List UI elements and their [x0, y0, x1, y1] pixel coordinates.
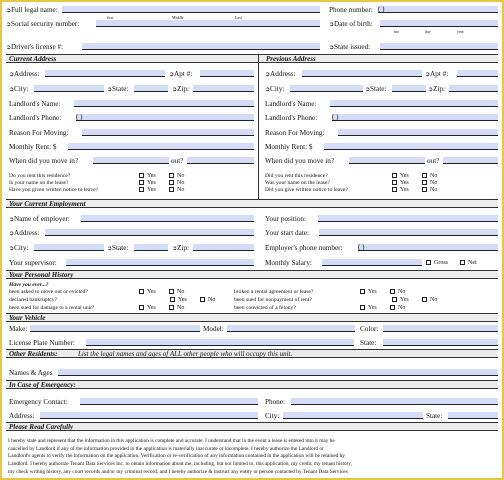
- vehicle-color-label: Color:: [360, 325, 379, 333]
- employment-title: Your Current Employment: [9, 200, 86, 208]
- position-label: Your position:: [265, 215, 307, 223]
- bankruptcy-question: declared bankruptcy?: [9, 297, 57, 303]
- previous-reason-label: Reason For Moving:: [265, 129, 325, 137]
- evicted-no-checkbox[interactable]: [169, 289, 174, 294]
- read-carefully-title: Please Read Carefully: [9, 423, 74, 431]
- dob-field[interactable]: [380, 20, 498, 27]
- sued-no-checkbox[interactable]: [169, 305, 174, 310]
- start-date-field[interactable]: [319, 229, 498, 236]
- yes-label: Yes: [147, 187, 156, 193]
- employer-phone-field[interactable]: ( ): [358, 244, 394, 251]
- have-you-ever-label: Have you ever...?: [9, 282, 49, 288]
- previous-state-field[interactable]: [392, 85, 426, 92]
- arrow-bullet-icon: ➲: [9, 72, 15, 78]
- declaration-line: cancelled by Landlord if any of the information provided in the application is materially inaccurate or incomplete. I hereby authorize the Landlord or: [8, 445, 324, 452]
- residents-note: List the legal names and ages of ALL other people who will occupy this unit.: [78, 350, 293, 358]
- arrow-bullet-icon: ➲: [107, 87, 113, 93]
- previous-move-in-field[interactable]: [349, 157, 425, 164]
- current-address-title: Current Address: [9, 55, 57, 63]
- no-label: No: [177, 305, 185, 311]
- yes-label: Yes: [400, 173, 409, 179]
- no-label: No: [430, 180, 438, 186]
- vehicle-title: Your Vehicle: [9, 314, 46, 322]
- emergency-address-label: Address:: [9, 412, 35, 420]
- previous-state-label: ➲State:: [365, 85, 387, 93]
- bankruptcy-no-checkbox[interactable]: [200, 297, 205, 302]
- sued-yes-checkbox[interactable]: [139, 305, 144, 310]
- declaration-line: Landlord. I hereby authorize Tenant Data Services Inc. to obtain information about me, including, but not limited to, this application, my credit, my tenant history,: [8, 461, 352, 468]
- sued-question: been sued for damage to a rental unit?: [9, 305, 95, 311]
- address-section-header: [6, 54, 498, 63]
- emergency-contact-field[interactable]: [80, 398, 258, 405]
- history-title: Your Personal History: [9, 271, 74, 279]
- current-move-out-label: out?: [171, 157, 184, 165]
- current-address-label: ➲Address:: [9, 70, 40, 78]
- emergency-contact-label: Emergency Contact:: [9, 398, 68, 406]
- ssn-field[interactable]: [96, 20, 320, 27]
- employer-address-field[interactable]: [45, 229, 254, 236]
- employment-section-header: [6, 199, 498, 208]
- no-label: No: [398, 305, 406, 311]
- previous-q-rent: Did you rent this residence?: [265, 173, 328, 179]
- current-notice-yes-checkbox[interactable]: [139, 187, 144, 192]
- last-name-hint: Last: [235, 15, 242, 20]
- declaration-line: I hereby state and represent that the information in this application is complete and accurate. I understand that in the event a lease is entered into it may be: [8, 438, 335, 444]
- current-landlord-phone-field[interactable]: ( ): [76, 114, 110, 121]
- current-address-field[interactable]: [45, 70, 165, 77]
- previous-apt-field[interactable]: [457, 70, 498, 77]
- employer-zip-label: ➲Zip:: [172, 244, 190, 252]
- previous-zip-label: ➲Zip:: [428, 85, 446, 93]
- supervisor-label: Your supervisor:: [9, 259, 57, 267]
- previous-move-in-label: When did you move in?: [265, 157, 335, 165]
- evicted-yes-checkbox[interactable]: [139, 289, 144, 294]
- employer-city-field[interactable]: [34, 244, 104, 251]
- previous-landlord-name-label: Landlord's Name:: [265, 100, 317, 108]
- supervisor-field[interactable]: [66, 259, 254, 266]
- previous-zip-field[interactable]: [449, 85, 498, 92]
- net-label: Net: [468, 260, 477, 266]
- no-label: No: [208, 297, 216, 303]
- license-field[interactable]: [82, 43, 320, 50]
- emergency-city-field[interactable]: [283, 412, 423, 419]
- phone-number-field[interactable]: ( ): [378, 6, 410, 13]
- previous-q-notice: Did you give written notice to leave?: [265, 187, 348, 193]
- yes-label: Yes: [368, 289, 377, 295]
- evicted-question: been asked to move out or evicted?: [9, 289, 88, 295]
- felony-no-checkbox[interactable]: [390, 305, 395, 310]
- yes-label: Yes: [368, 305, 377, 311]
- dob-year-hint: year: [457, 29, 464, 34]
- previous-address-label: ➲Address:: [265, 70, 296, 78]
- arrow-bullet-icon: ➲: [9, 231, 15, 237]
- residents-title: Other Residents:: [9, 350, 58, 358]
- column-divider: [258, 54, 259, 199]
- felony-yes-checkbox[interactable]: [360, 305, 365, 310]
- read-carefully-section-header: [6, 422, 498, 431]
- previous-notice-yes-checkbox[interactable]: [392, 187, 397, 192]
- plate-field[interactable]: [86, 339, 354, 346]
- vehicle-model-label: Model:: [203, 325, 224, 333]
- previous-name-yes-checkbox[interactable]: [392, 180, 397, 185]
- current-zip-field[interactable]: [193, 85, 254, 92]
- current-city-label: ➲City:: [9, 85, 29, 93]
- current-rent-no-checkbox[interactable]: [169, 173, 174, 178]
- declaration-text: [8, 438, 498, 477]
- no-label: No: [177, 187, 185, 193]
- residents-section-header: [6, 349, 498, 358]
- current-name-no-checkbox[interactable]: [169, 180, 174, 185]
- previous-landlord-phone-field[interactable]: ( ): [332, 114, 366, 121]
- sued-rent-question: been sued for nonpayment of rent?: [234, 297, 312, 303]
- current-rent-yes-checkbox[interactable]: [139, 173, 144, 178]
- emergency-address-field[interactable]: [40, 412, 258, 419]
- broken-lease-yes-checkbox[interactable]: [360, 289, 365, 294]
- current-rent-field[interactable]: [68, 143, 254, 150]
- arrow-bullet-icon: ➲: [428, 87, 434, 93]
- emergency-city-label: City:: [265, 412, 280, 420]
- previous-city-field[interactable]: [290, 85, 363, 92]
- previous-name-no-checkbox[interactable]: [422, 180, 427, 185]
- employer-phone-label: Employer's phone number:: [265, 244, 343, 252]
- arrow-bullet-icon: ➲: [329, 22, 335, 28]
- employer-phone-rest[interactable]: [394, 244, 498, 251]
- previous-city-label: ➲City:: [265, 85, 285, 93]
- arrow-bullet-icon: ➲: [6, 22, 12, 28]
- previous-address-title: Previous Address: [266, 55, 316, 63]
- previous-q-name: Was your name on the lease?: [265, 180, 330, 186]
- arrow-bullet-icon: ➲: [9, 217, 15, 223]
- employer-state-field[interactable]: [134, 244, 168, 251]
- employer-city-label: ➲City:: [9, 244, 29, 252]
- arrow-bullet-icon: ➲: [172, 246, 178, 252]
- phone-number-label: Phone number:: [329, 6, 373, 14]
- yes-label: Yes: [400, 187, 409, 193]
- phone-number-rest-field[interactable]: [410, 6, 498, 13]
- previous-rent-no-checkbox[interactable]: [422, 173, 427, 178]
- previous-reason-field[interactable]: [338, 129, 498, 136]
- sued-rent-no-checkbox[interactable]: [422, 297, 427, 302]
- employer-zip-field[interactable]: [193, 244, 254, 251]
- no-label: No: [430, 187, 438, 193]
- vehicle-color-field[interactable]: [383, 325, 498, 332]
- yes-label: Yes: [147, 180, 156, 186]
- previous-notice-no-checkbox[interactable]: [422, 187, 427, 192]
- current-move-in-label: When did you move in?: [9, 157, 79, 165]
- current-reason-field[interactable]: [82, 129, 254, 136]
- no-label: No: [177, 289, 185, 295]
- emergency-phone-field[interactable]: [291, 398, 498, 405]
- previous-move-out-label: out?: [427, 157, 440, 165]
- current-apt-label: ➲Apt #:: [169, 70, 193, 78]
- emergency-section-header: [6, 380, 498, 389]
- arrow-bullet-icon: ➲: [6, 45, 12, 51]
- current-landlord-phone-label: Landlord's Phone:: [9, 114, 62, 122]
- plate-label: License Plate Number:: [9, 339, 75, 347]
- sued-rent-yes-checkbox[interactable]: [392, 297, 397, 302]
- vehicle-make-label: Make:: [9, 325, 28, 333]
- vehicle-state-label: State:: [360, 339, 377, 347]
- yes-label: Yes: [400, 297, 409, 303]
- arrow-bullet-icon: ➲: [329, 45, 335, 51]
- arrow-bullet-icon: ➲: [265, 72, 271, 78]
- employer-state-label: ➲State:: [107, 244, 129, 252]
- state-issued-field[interactable]: [380, 43, 498, 50]
- previous-rent-label: Monthly Rent: $: [265, 143, 313, 151]
- yes-label: Yes: [147, 305, 156, 311]
- emergency-title: In Case of Emergency:: [9, 381, 76, 389]
- yes-label: Yes: [400, 180, 409, 186]
- names-ages-label: Names & Ages: [9, 369, 53, 377]
- bankruptcy-yes-checkbox[interactable]: [170, 297, 175, 302]
- vehicle-state-field[interactable]: [383, 339, 498, 346]
- current-landlord-phone-rest[interactable]: [110, 114, 254, 121]
- no-label: No: [177, 180, 185, 186]
- previous-rent-field[interactable]: [324, 143, 498, 150]
- current-notice-no-checkbox[interactable]: [169, 187, 174, 192]
- employer-label: ➲Name of employer:: [9, 215, 70, 223]
- current-apt-field[interactable]: [200, 70, 254, 77]
- current-state-label: ➲State:: [107, 85, 129, 93]
- current-q-rent: Do you rent this residence?: [9, 173, 71, 179]
- current-landlord-name-label: Landlord's Name:: [9, 100, 61, 108]
- previous-landlord-phone-rest[interactable]: [366, 114, 498, 121]
- arrow-bullet-icon: ➲: [9, 246, 15, 252]
- current-zip-label: ➲Zip:: [172, 85, 190, 93]
- previous-address-field[interactable]: [302, 70, 422, 77]
- current-move-out-field[interactable]: [187, 157, 254, 164]
- previous-apt-label: ➲Apt #:: [425, 70, 449, 78]
- start-date-label: Your start date:: [265, 229, 309, 237]
- gross-checkbox[interactable]: [426, 260, 431, 265]
- emergency-state-label: State:: [426, 412, 443, 420]
- yes-label: Yes: [178, 297, 187, 303]
- dob-day-hint: day: [425, 29, 431, 34]
- vehicle-section-header: [6, 313, 498, 322]
- arrow-bullet-icon: ➲: [365, 87, 371, 93]
- history-section-header: [6, 270, 498, 279]
- vehicle-make-field[interactable]: [30, 325, 200, 332]
- yes-label: Yes: [147, 173, 156, 179]
- no-label: No: [177, 173, 185, 179]
- salary-field[interactable]: [322, 259, 422, 266]
- arrow-bullet-icon: ➲: [172, 87, 178, 93]
- arrow-bullet-icon: ➲: [107, 246, 113, 252]
- previous-landlord-phone-label: Landlord's Phone:: [265, 114, 318, 122]
- felony-question: been convicted of a felony?: [234, 305, 296, 311]
- no-label: No: [430, 173, 438, 179]
- full-legal-name-field[interactable]: [62, 6, 320, 13]
- first-name-hint: first: [107, 15, 114, 20]
- license-label: ➲Driver's license #:: [6, 43, 64, 51]
- yes-label: Yes: [147, 289, 156, 295]
- broken-lease-no-checkbox[interactable]: [390, 289, 395, 294]
- declaration-line: Landlord's agents to verify the information on the application. Verification or re-verification of any information contained in the application will be retained by: [8, 453, 345, 460]
- current-state-field[interactable]: [134, 85, 168, 92]
- employer-address-label: ➲Address:: [9, 229, 40, 237]
- net-checkbox[interactable]: [460, 260, 465, 265]
- middle-name-hint: Middle: [172, 15, 184, 20]
- current-q-name: Is your name on the lease?: [9, 180, 69, 186]
- previous-move-out-field[interactable]: [443, 157, 498, 164]
- full-legal-name-label: ➲Full legal name:: [6, 6, 58, 14]
- emergency-state-field[interactable]: [448, 412, 498, 419]
- arrow-bullet-icon: ➲: [6, 8, 12, 14]
- current-name-yes-checkbox[interactable]: [139, 180, 144, 185]
- dob-month-hint: mo: [394, 29, 400, 34]
- ssn-label: ➲Social security number:: [6, 20, 80, 28]
- state-issued-label: ➲State issued:: [329, 43, 371, 51]
- position-field[interactable]: [318, 215, 498, 222]
- gross-label: Gross: [434, 260, 449, 266]
- previous-rent-yes-checkbox[interactable]: [392, 173, 397, 178]
- arrow-bullet-icon: ➲: [169, 72, 175, 78]
- previous-landlord-name-field[interactable]: [330, 100, 498, 107]
- current-reason-label: Reason For Moving:: [9, 129, 69, 137]
- emergency-phone-label: Phone:: [265, 398, 285, 406]
- no-label: No: [430, 297, 438, 303]
- arrow-bullet-icon: ➲: [265, 87, 271, 93]
- arrow-bullet-icon: ➲: [9, 87, 15, 93]
- vehicle-model-field[interactable]: [227, 325, 355, 332]
- names-ages-field[interactable]: [58, 369, 498, 376]
- current-q-notice: Have you given written notice to leave?: [9, 187, 99, 193]
- current-landlord-name-field[interactable]: [74, 100, 254, 107]
- arrow-bullet-icon: ➲: [425, 72, 431, 78]
- declaration-line: my check writing history, any court records and/or my criminal record, and I hereby authorize & instruct any entity or person contacted by Tenant Data Services: [8, 468, 348, 475]
- current-move-in-field[interactable]: [93, 157, 169, 164]
- no-label: No: [398, 289, 406, 295]
- employer-field[interactable]: [81, 215, 254, 222]
- dob-label: ➲Date of birth:: [329, 20, 373, 28]
- current-city-field[interactable]: [34, 85, 104, 92]
- broken-lease-question: broken a rental agreement or lease?: [234, 289, 314, 295]
- current-rent-label: Monthly Rent: $: [9, 143, 57, 151]
- salary-label: Monthly Salary:: [265, 259, 312, 267]
